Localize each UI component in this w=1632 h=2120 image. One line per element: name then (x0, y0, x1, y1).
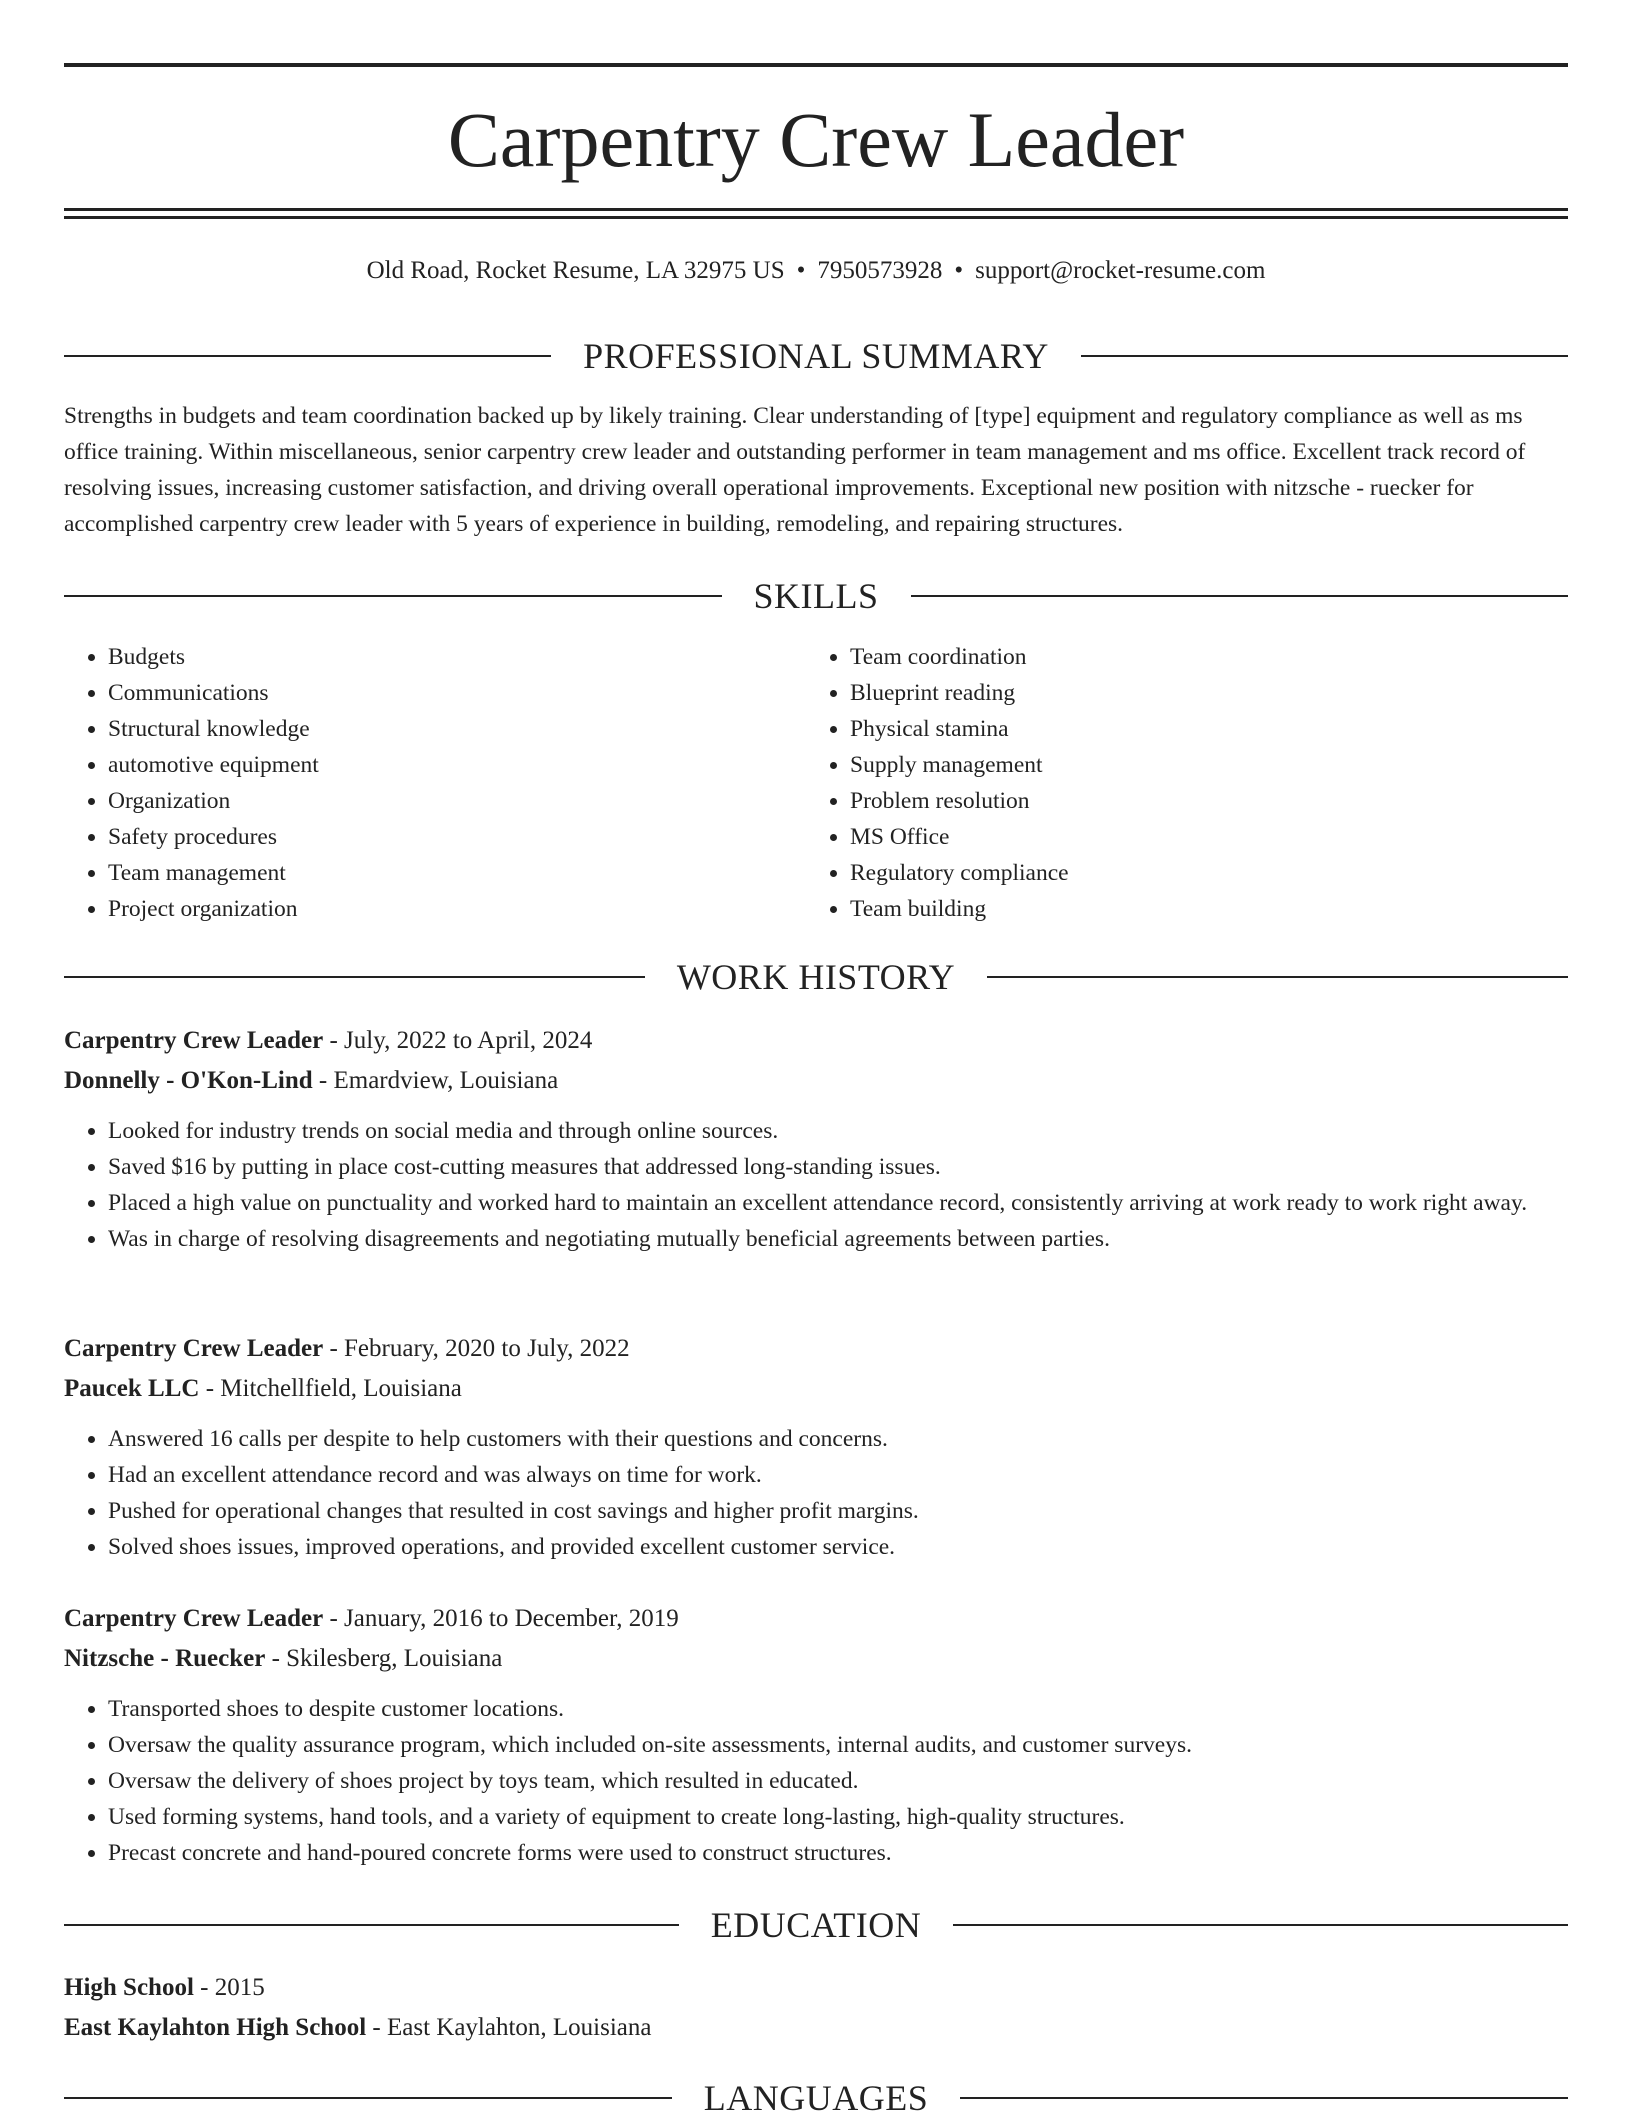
education-degree-line (64, 1968, 1568, 2008)
job-company-line (64, 1639, 1568, 1679)
job-title: Carpentry Crew Leader (64, 1605, 324, 1632)
section-heading-education (64, 1903, 1568, 1947)
job-bullets (64, 1691, 1568, 1871)
skill-item: • Team coordination (850, 639, 1069, 675)
top-rule (64, 63, 1568, 67)
education-degree: High School (64, 1974, 194, 2001)
skill-item: • Problem resolution (850, 783, 1069, 819)
contact-email: support@rocket-resume.com (975, 257, 1266, 284)
job-title-line (64, 1021, 1568, 1061)
job-bullet: • Had an excellent attendance record and was always on time for work. (108, 1457, 1568, 1493)
contact-line (64, 254, 1568, 288)
education-school: East Kaylahton High School (64, 2014, 367, 2041)
skill-item: • automotive equipment (108, 747, 806, 783)
skill-item: • Physical stamina (850, 711, 1069, 747)
contact-address: Old Road, Rocket Resume, LA 32975 US (366, 257, 785, 284)
skill-item: • MS Office (850, 819, 1069, 855)
job-title: Carpentry Crew Leader (64, 1335, 324, 1362)
skills-list (64, 639, 1568, 927)
heading-rule (64, 976, 645, 978)
heading-rule (953, 1924, 1568, 1926)
job-dates: - February, 2020 to July, 2022 (323, 1335, 630, 1362)
heading-rule (64, 2097, 672, 2099)
skills-column-left (64, 639, 806, 927)
job-bullet: • Answered 16 calls per despite to help customers with their questions and concerns. (108, 1421, 1568, 1457)
section-title: WORK HISTORY (676, 957, 956, 997)
contact-separator: • (954, 257, 964, 284)
job-bullet: • Precast concrete and hand-poured concrete forms were used to construct structures. (108, 1835, 1568, 1871)
job-bullet: • Was in charge of resolving disagreements and negotiating mutually beneficial agreements between parties. (108, 1221, 1568, 1257)
job-entry (64, 1021, 1568, 1257)
skill-item: • Team management (108, 855, 806, 891)
contact-separator: • (796, 257, 806, 284)
education-location: - East Kaylahton, Louisiana (366, 2014, 652, 2041)
education-year: - 2015 (193, 1974, 265, 2001)
section-title: EDUCATION (710, 1905, 922, 1945)
job-bullets (64, 1113, 1568, 1257)
heading-rule (911, 595, 1569, 597)
heading-rule (987, 976, 1568, 978)
summary-text: Strengths in budgets and team coordination backed up by likely training. Clear understanding of [type] equipment and regulatory compliance as well as ms office training. Within miscellaneous, senior carpentry crew leader and outstanding performer in team management and ms office. Excellent track record of resolving issues, increasing customer satisfaction, and driving overall operational improvements. Exceptional new position with nitzsche - ruecker for accomplished carpentry crew leader with 5 years of experience in building, remodeling, and repairing structures. (64, 403, 1526, 537)
contact-phone: 7950573928 (817, 257, 943, 284)
heading-rule (64, 1924, 679, 1926)
education-school-line (64, 2008, 1568, 2048)
job-company: Donnelly - O'Kon-Lind (64, 1067, 313, 1094)
job-dates: - July, 2022 to April, 2024 (323, 1027, 593, 1054)
job-bullet: • Solved shoes issues, improved operations, and provided excellent customer service. (108, 1529, 1568, 1565)
job-bullet: • Transported shoes to despite customer locations. (108, 1691, 1568, 1727)
job-entry (64, 1329, 1568, 1565)
job-bullet: • Pushed for operational changes that resulted in cost savings and higher profit margins. (108, 1493, 1568, 1529)
skill-item: • Structural knowledge (108, 711, 806, 747)
skill-item: • Blueprint reading (850, 675, 1069, 711)
heading-rule (64, 355, 551, 357)
skills-column-right (806, 639, 1069, 927)
skill-item: • Team building (850, 891, 1069, 927)
job-location: - Skilesberg, Louisiana (265, 1645, 503, 1672)
skill-item: • Safety procedures (108, 819, 806, 855)
section-heading-summary (64, 334, 1568, 378)
section-heading-skills (64, 574, 1568, 618)
job-company-line (64, 1061, 1568, 1101)
job-bullet: • Saved $16 by putting in place cost-cutting measures that addressed long-standing issues. (108, 1149, 1568, 1185)
skill-item: • Project organization (108, 891, 806, 927)
resume-title: Carpentry Crew Leader (447, 96, 1185, 183)
job-company: Paucek LLC (64, 1375, 200, 1402)
job-company: Nitzsche - Ruecker (64, 1645, 266, 1672)
job-bullet: • Oversaw the quality assurance program, which included on-site assessments, internal audits, and customer surveys. (108, 1727, 1568, 1763)
job-title: Carpentry Crew Leader (64, 1027, 324, 1054)
title-double-rule-upper (64, 208, 1568, 211)
job-dates: - January, 2016 to December, 2019 (323, 1605, 679, 1632)
section-title: PROFESSIONAL SUMMARY (583, 336, 1049, 376)
job-bullet: • Looked for industry trends on social media and through online sources. (108, 1113, 1568, 1149)
section-title: LANGUAGES (703, 2078, 929, 2118)
heading-rule (64, 595, 722, 597)
job-location: - Emardview, Louisiana (312, 1067, 559, 1094)
job-title-line (64, 1329, 1568, 1369)
education-entry (64, 1968, 1568, 2048)
skill-item: • Communications (108, 675, 806, 711)
title-double-rule-lower (64, 216, 1568, 219)
job-bullets (64, 1421, 1568, 1565)
job-bullet: • Oversaw the delivery of shoes project by toys team, which resulted in educated. (108, 1763, 1568, 1799)
section-heading-work (64, 955, 1568, 999)
section-title: SKILLS (753, 576, 879, 616)
job-company-line (64, 1369, 1568, 1409)
section-heading-languages (64, 2076, 1568, 2120)
job-bullet: • Used forming systems, hand tools, and a variety of equipment to create long-lasting, high-quality structures. (108, 1799, 1568, 1835)
job-bullet: • Placed a high value on punctuality and worked hard to maintain an excellent attendance record, consistently arriving at work ready to work right away. (108, 1185, 1568, 1221)
job-location: - Mitchellfield, Louisiana (199, 1375, 462, 1402)
skill-item: • Supply management (850, 747, 1069, 783)
skill-item: • Budgets (108, 639, 806, 675)
heading-rule (960, 2097, 1568, 2099)
skill-item: • Organization (108, 783, 806, 819)
skill-item: • Regulatory compliance (850, 855, 1069, 891)
heading-rule (1081, 355, 1568, 357)
job-entry (64, 1599, 1568, 1871)
job-title-line (64, 1599, 1568, 1639)
